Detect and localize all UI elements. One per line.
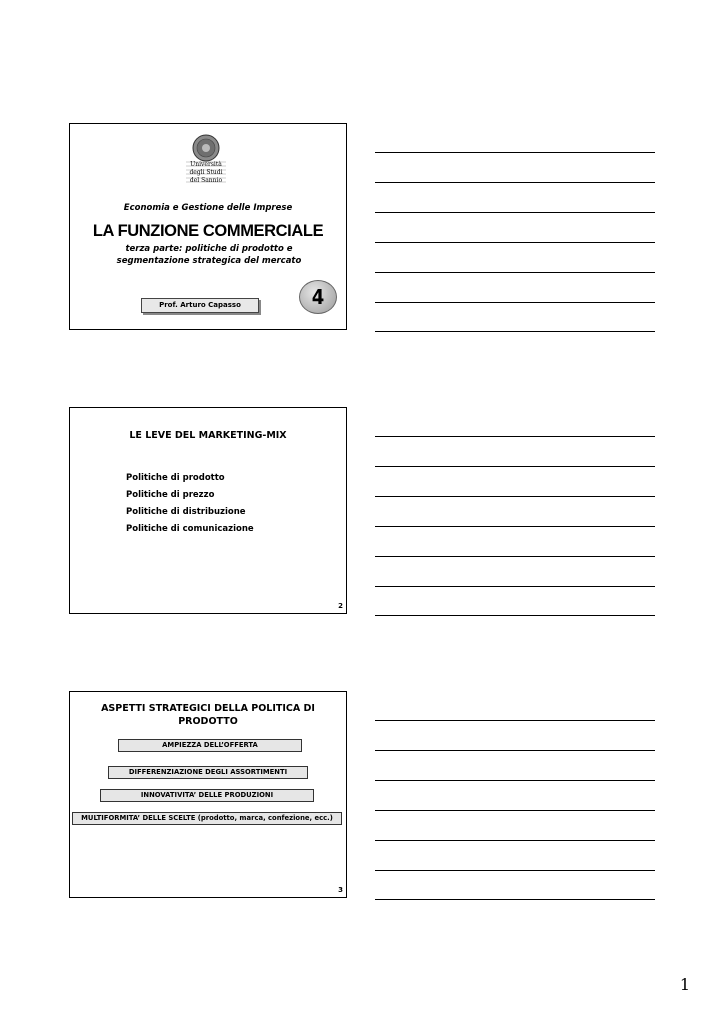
logo-line-3: del Sannio [189, 177, 223, 184]
slide-title: LA FUNZIONE COMMERCIALE [92, 222, 324, 240]
note-line [375, 496, 655, 497]
note-line [375, 750, 655, 751]
course-title: Economia e Gestione delle Imprese [123, 203, 293, 213]
list-item: Politiche di distribuzione [126, 507, 246, 517]
note-line [375, 899, 655, 900]
note-line [375, 212, 655, 213]
note-line [375, 152, 655, 153]
professor-label: Prof. Arturo Capasso [141, 298, 259, 313]
strategy-box: DIFFERENZIAZIONE DEGLI ASSORTIMENTI [108, 766, 308, 779]
page-number: 1 [679, 975, 690, 994]
logo-line-2: degli Studi [189, 169, 223, 176]
slide-number: 2 [338, 602, 343, 610]
note-line [375, 586, 655, 587]
slide-3 [69, 691, 347, 898]
chapter-badge: 4 [299, 280, 337, 314]
slide-1 [69, 123, 347, 330]
marketing-mix-list [126, 473, 254, 541]
note-line [375, 615, 655, 616]
note-line [375, 182, 655, 183]
slide-2 [69, 407, 347, 614]
note-line [375, 870, 655, 871]
note-line [375, 466, 655, 467]
strategy-box: INNOVATIVITA’ DELLE PRODUZIONI [100, 789, 314, 802]
note-line [375, 272, 655, 273]
note-line [375, 302, 655, 303]
note-line [375, 720, 655, 721]
note-line [375, 556, 655, 557]
slide-subtitle: terza parte: politiche di prodotto e segmentazione strategica del mercato [116, 244, 302, 266]
note-line [375, 780, 655, 781]
note-line [375, 331, 655, 332]
logo-line-1: Università [190, 161, 222, 168]
note-line [375, 436, 655, 437]
list-item: Politiche di comunicazione [126, 524, 254, 534]
note-line [375, 810, 655, 811]
slide-title: LE LEVE DEL MARKETING-MIX [129, 430, 287, 441]
slide-title: ASPETTI STRATEGICI DELLA POLITICA DI PRODOTTO [101, 703, 315, 727]
note-line [375, 526, 655, 527]
note-line [375, 840, 655, 841]
note-line [375, 242, 655, 243]
strategy-box: MULTIFORMITA’ DELLE SCELTE (prodotto, marca, confezione, ecc.) [72, 812, 342, 825]
slide-number: 3 [338, 886, 343, 894]
university-logo [184, 132, 228, 188]
list-item: Politiche di prodotto [126, 473, 225, 483]
list-item: Politiche di prezzo [126, 490, 215, 500]
strategy-box: AMPIEZZA DELL’OFFERTA [118, 739, 302, 752]
